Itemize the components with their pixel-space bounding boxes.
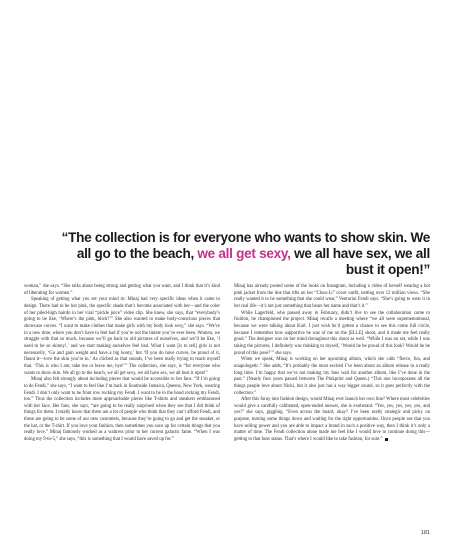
paragraph: woman,” she says. “She talks about being strong and getting what you want, and I think that it’s kind of liberating for women.” bbox=[24, 284, 220, 296]
article-body bbox=[24, 284, 430, 444]
paragraph: Minaj also felt strongly about including pieces that would be accessible to her fans. “If I’m going to do Fendi,” she says, “I want to feel like I’m back in Southside Jamaica, Queens, New York, wearing Fendi. I don’t only want to be front row rocking my Fendi. I want to be in the hood rocking my Fendi, too.” Thus the collection includes more approachable pieces like T-shirts and sneakers emblazoned with her face. Her fans, she says, “are going to be really surprised when they see that I did think of things for them. I totally know that there are a lot of people who think that they can’t afford Fendi, and those are going to be some of our new customers, because they’re going to go and get the sneaker, or the hat, or the T-shirt. If you love your fashion, then sometimes you save up for certain things that you really love.” Minaj famously worked as a waitress prior to her current galactic fame. “When I was doing my 9-to-5,” she says, “this is something that I would have saved up for.” bbox=[24, 377, 220, 443]
paragraph-final-text: After this foray into fashion design, would Minaj ever launch her own line? Where most celebrities would give a carefully calibrated, open-ended answer, she is exuberant. “Yes, yes, yes, yes, yes, and yes!” she says, giggling. “Even across the board, okay? I’ve been really strategic and picky on purpose, turning some things down and waiting for the right opportunities. Once people see that you have selling power and you are able to impact a brand in such a positive way, then I think it’s only a matter of time. The Fendi collection alone made me feel like I would love to continue doing this—getting to that boss status. That’s where I would like to take fashion, for sure.” bbox=[234, 397, 430, 443]
paragraph: While Lagerfeld, who passed away in February, didn’t live to see the collaboration come to fruition, he championed the project. Minaj recalls a meeting where “we all were supernemotional, because we were talking about Karl. I just wish he’d gotten a chance to see this come full circle, because I remember how supportive he was of me on the [ELLE] shoot, and it made me feel really good.” The designer was on her mind throughout this shoot as well. “While I was on set, while I was taking the pictures, I definitely was thinking to myself, ‘Would he be proud of this look? Would he be proud of this pose?’” she says. bbox=[234, 310, 430, 356]
article-column-right bbox=[234, 284, 430, 444]
paragraph: Speaking of getting what you set your mind to: Minaj had very specific ideas when it came to design. There had to be hot pink, the specific shade that’s become associated with her—and the color of her piled-high hairdo in her viral “pickle juice” video clip. She knew, she says, that “everybody’s going to be like, ‘Where’s the pink, bitch?’” She also wanted to make body-conscious pieces that showcase curves. “I want to make clothes that make girls with my body look sexy,” she says. “We’re in a new time, where you don’t have to feel bad if you’re not the tiniest you’ve ever been. Women, we struggle with that so much, because we’ll go back to old pictures of ourselves, and we’ll be like, ‘I used to be so skinny!,’ and we start making ourselves feel bad. What I want [is to tell] girls is not necessarily, ‘Go and gain weight and have a big booty,’ but ‘If you do have curves, be proud of it, flaunt it—love the skin you’re in.’ As cliched as that sounds, I’ve been really trying to teach myself that. ‘This is who I am; take me or leave me, bye!’” The collection, she says, is “for everyone who wants to show skin. We all go to the beach, we all get sexy, we all have sex, we all bust it open!” bbox=[24, 297, 220, 376]
paragraph: When we speak, Minaj is working on her upcoming album, which she calls “fierce, fun, and unapologetic.” She adds, “It’s probably the most excited I’ve been about an album release in a really long time. I’m happy that we’re not making my fans wait for another album, like I’ve done in the past.” (Nearly four years passed between The Pinkprint and Queen.) “This one incorporates all the things people love about Nicki, but it also just has a way bigger sound, so it goes perfectly with the collection.” bbox=[234, 357, 430, 396]
page-number: 181 bbox=[420, 530, 430, 536]
paragraph-final bbox=[234, 397, 430, 444]
pull-quote bbox=[50, 230, 430, 278]
end-mark-icon bbox=[385, 438, 388, 441]
paragraph: Minaj has already posted some of the looks on Instagram, including a video of herself wearing a hot pink jacket from the line that rifts on her “Chun-Li” cover outfit, netting over 12 million views. “She really wanted it to be something that she could wear,” Venturini Fendi says. “She’s going to wear it in her real life—it’s not just something that bears her name and that’s it.” bbox=[234, 284, 430, 309]
pull-quote-text-start: “The collection is for everyone who wants to show skin. We all go to the beach, bbox=[61, 230, 430, 261]
pull-quote-text-end: we all have sex, we all bust it open!” bbox=[290, 246, 430, 277]
article-column-left bbox=[24, 284, 220, 444]
pull-quote-highlight: we all get sexy, bbox=[197, 246, 291, 261]
